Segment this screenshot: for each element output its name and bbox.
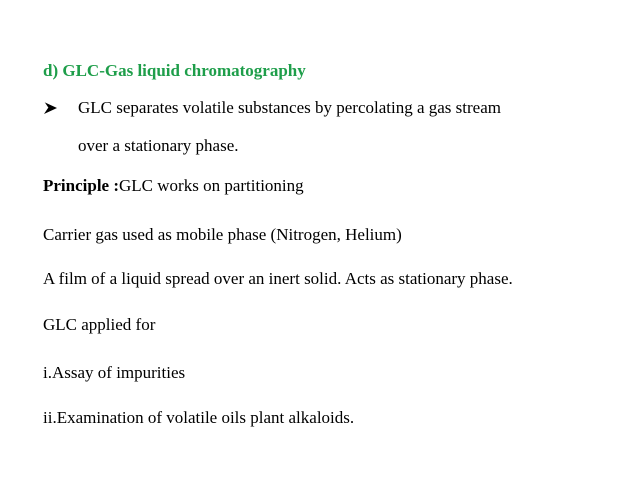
principle-line — [43, 176, 304, 196]
bullet-text-line-2: over a stationary phase. — [78, 136, 239, 155]
principle-label: Principle : — [43, 176, 120, 195]
examination-line: ii.Examination of volatile oils plant alkaloids. — [43, 408, 355, 427]
bullet-text-line-1: GLC separates volatile substances by percolating a gas stream — [78, 98, 501, 117]
assay-line: i.Assay of impurities — [43, 363, 186, 382]
arrow-bullet-icon — [43, 98, 59, 118]
section-heading: d) GLC-Gas liquid chromatography — [43, 61, 306, 80]
applied-for-line: GLC applied for — [43, 315, 156, 334]
carrier-gas-line: Carrier gas used as mobile phase (Nitrogen, Helium) — [43, 225, 402, 244]
principle-text: GLC works on partitioning — [119, 176, 304, 195]
film-line: A film of a liquid spread over an inert solid. Acts as stationary phase. — [43, 269, 513, 288]
